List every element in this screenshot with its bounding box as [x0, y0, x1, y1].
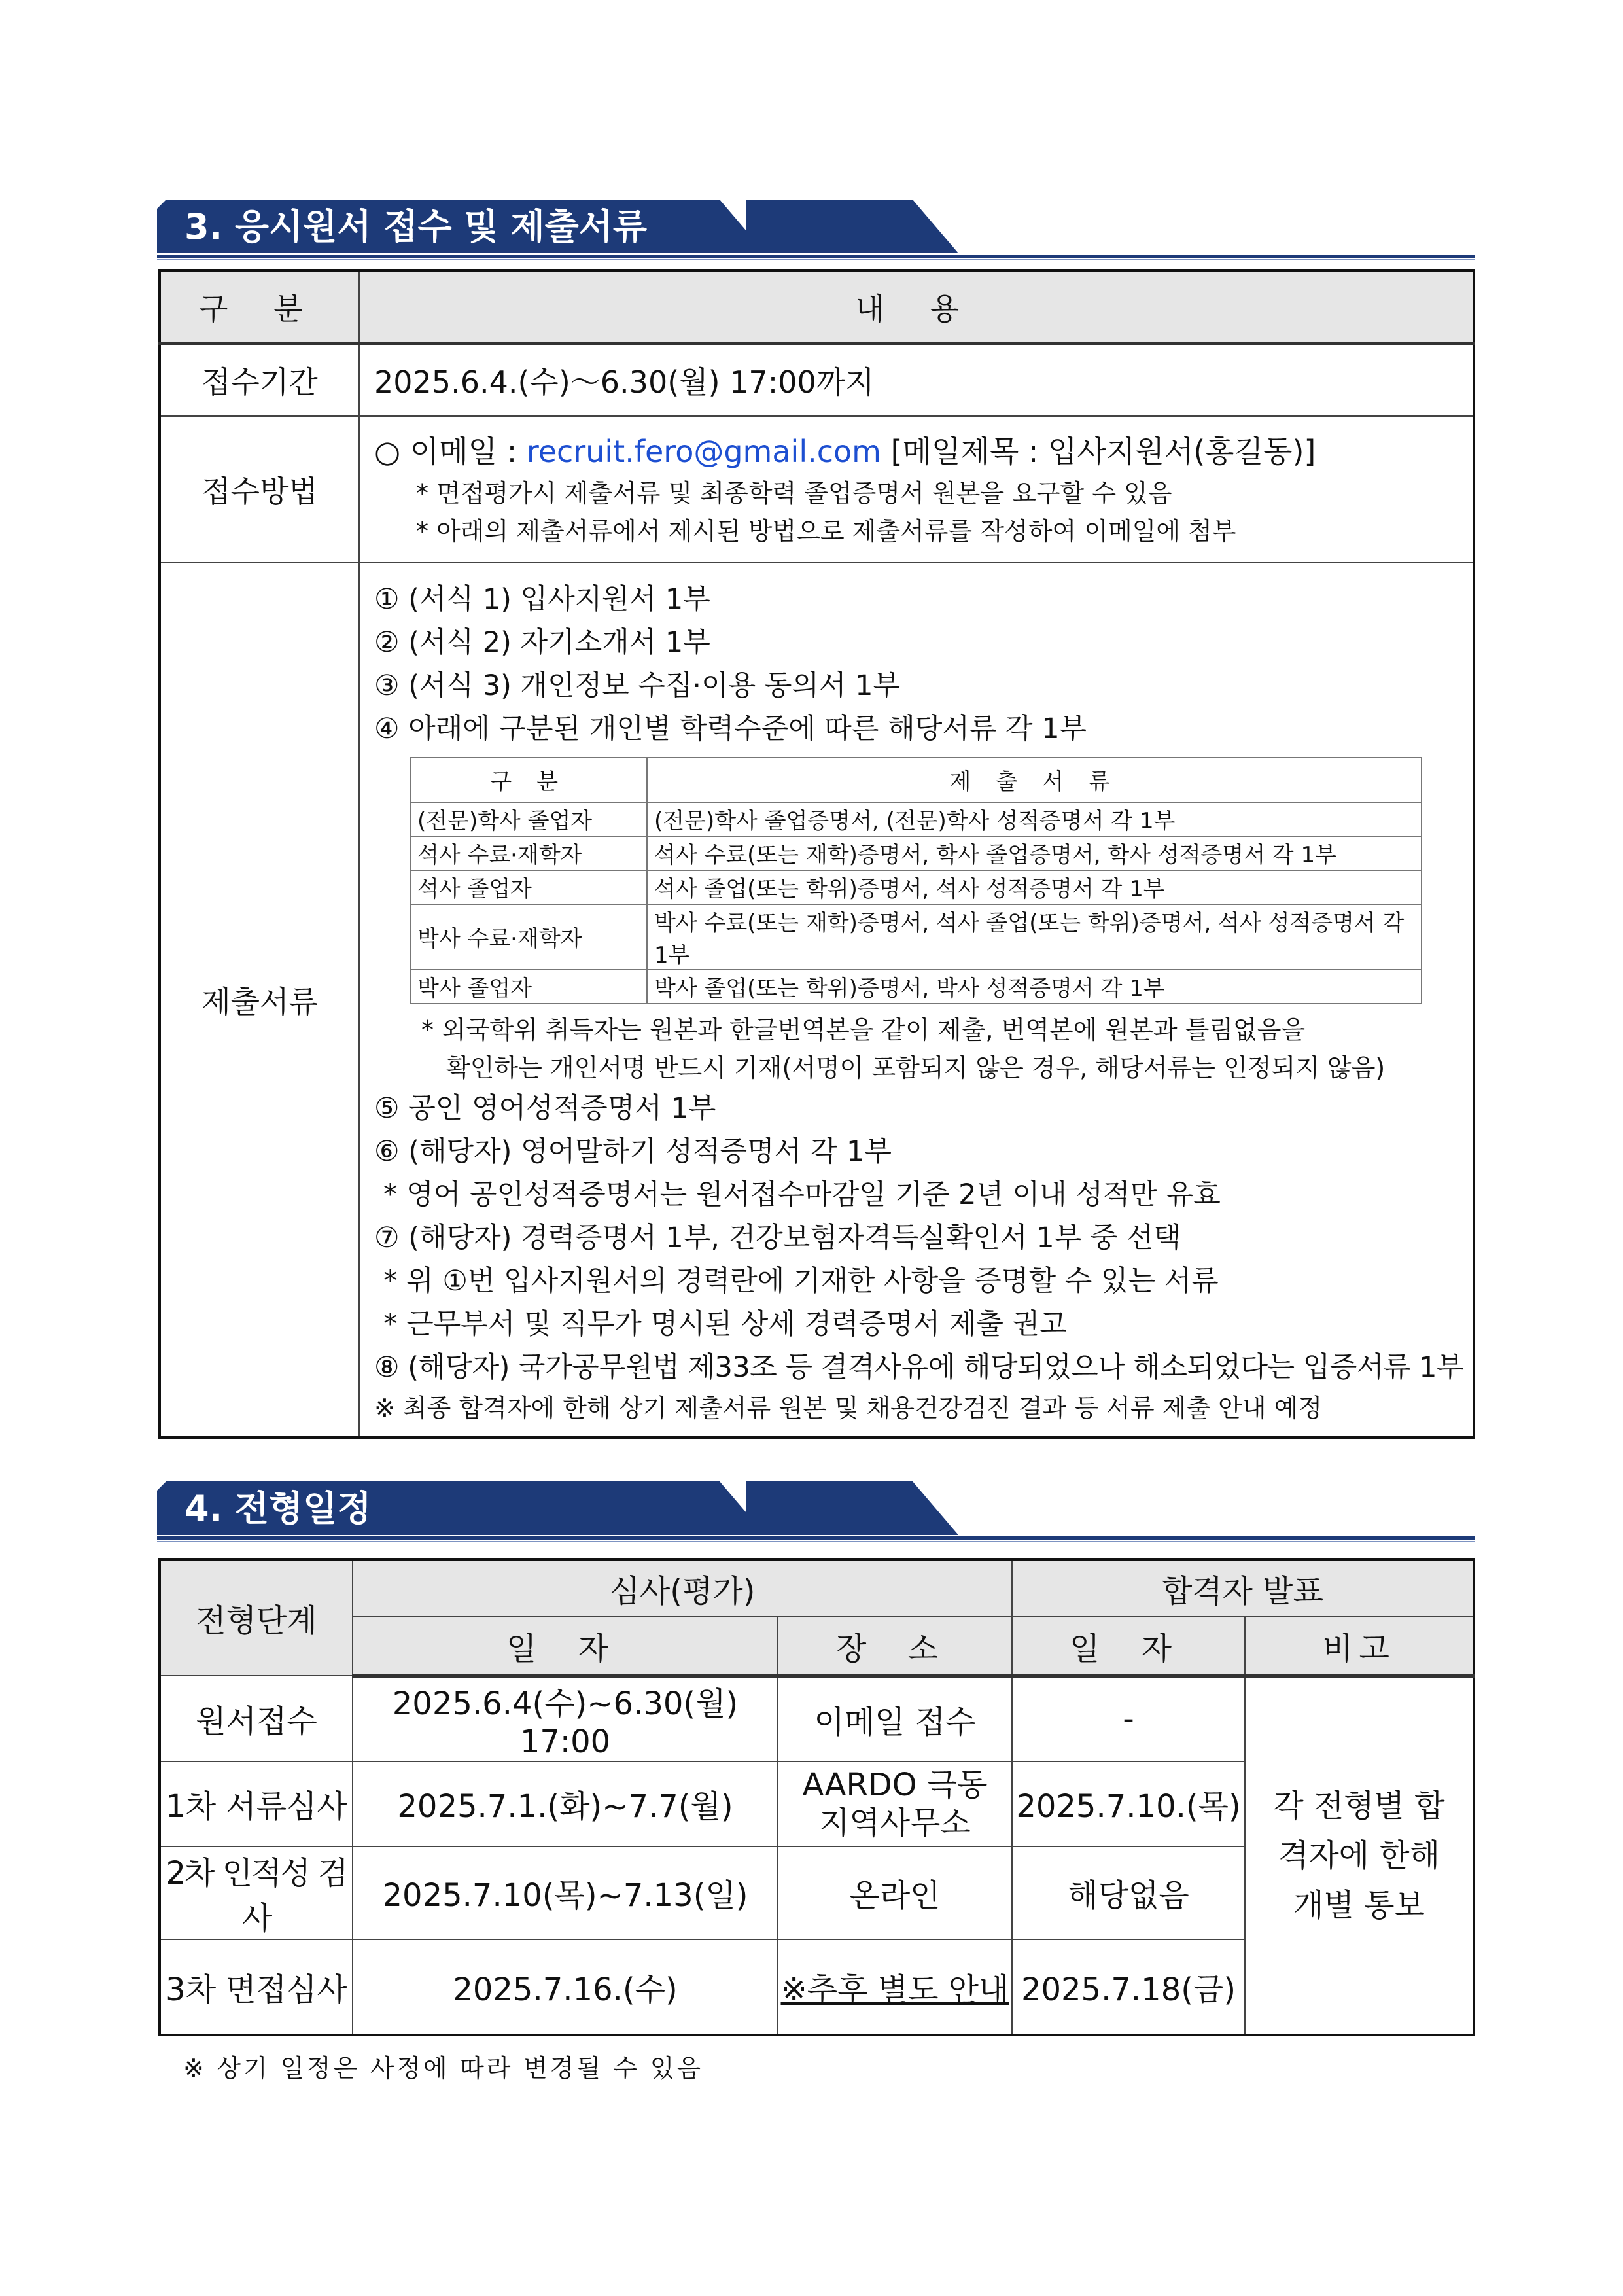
col-header-category: 구 분: [160, 270, 359, 344]
remark-cell: 각 전형별 합격자에 한해 개별 통보: [1245, 1676, 1474, 2035]
inner-row-key: (전문)학사 졸업자: [410, 802, 647, 836]
method-suffix: [메일제목 : 입사지원서(홍길동)]: [881, 433, 1316, 469]
doc-item-1: ① (서식 1) 입사지원서 1부: [374, 582, 710, 616]
inner-row-value: 석사 졸업(또는 학위)증명서, 석사 성적증명서 각 1부: [647, 870, 1422, 904]
schedule-table: [158, 1558, 1475, 2036]
section4-rule-thin: [157, 1541, 1475, 1542]
inner-header-docs: 제 출 서 류: [647, 758, 1422, 802]
review-date-cell: 2025.7.16.(수): [353, 1939, 778, 2035]
method-prefix: ○ 이메일 :: [374, 433, 527, 469]
section3-rule: [157, 255, 1475, 258]
final-note: ※ 최종 합격자에 한해 상기 제출서류 원본 및 채용건강검진 결과 등 서류 제출 안내 예정: [374, 1393, 1323, 1422]
stage-cell: 1차 서류심사: [160, 1761, 353, 1846]
col-header-content: 내 용: [359, 270, 1474, 344]
period-value: 2025.6.4.(수)～6.30(월) 17:00까지: [359, 344, 1474, 416]
inner-row-key: 박사 졸업자: [410, 970, 647, 1004]
period-label: 접수기간: [160, 344, 359, 416]
doc-item-7-note-1: * 위 ①번 입사지원서의 경력란에 기재한 사항을 증명할 수 있는 서류: [383, 1264, 1219, 1298]
method-cell: [359, 416, 1474, 563]
header-announce: 합격자 발표: [1012, 1559, 1474, 1617]
section4-header: [157, 1481, 1475, 1540]
review-place-tbd: ※추후 별도 안내: [780, 1971, 1009, 2008]
degree-docs-table: [410, 757, 1422, 1004]
header-review-date: 일 자: [353, 1617, 778, 1676]
schedule-footnote: ※ 상기 일정은 사정에 따라 변경될 수 있음: [183, 2054, 703, 2083]
review-place-cell: 온라인: [778, 1846, 1012, 1939]
header-review-place: 장 소: [778, 1617, 1012, 1676]
announce-date-cell: 2025.7.10.(목): [1012, 1761, 1245, 1846]
doc-item-6-note: * 영어 공인성적증명서는 원서접수마감일 기준 2년 이내 성적만 유효: [383, 1178, 1221, 1211]
header-review: 심사(평가): [353, 1559, 1012, 1617]
method-note-2: * 아래의 제출서류에서 제시된 방법으로 제출서류를 작성하여 이메일에 첨부: [416, 516, 1236, 546]
section3-title: 3. 응시원서 접수 및 제출서류: [184, 206, 648, 247]
recruit-email-link[interactable]: recruit.fero@gmail.com: [526, 433, 881, 469]
section4-header-bar-tail: [746, 1481, 958, 1535]
stage-cell: 3차 면접심사: [160, 1939, 353, 2035]
inner-row-value: (전문)학사 졸업증명서, (전문)학사 성적증명서 각 1부: [647, 802, 1422, 836]
inner-row-value: 박사 졸업(또는 학위)증명서, 박사 성적증명서 각 1부: [647, 970, 1422, 1004]
inner-row-key: 박사 수료·재학자: [410, 904, 647, 970]
announce-date-cell: 해당없음: [1012, 1846, 1245, 1939]
header-announce-date: 일 자: [1012, 1617, 1245, 1676]
foreign-note-1: * 외국학위 취득자는 원본과 한글번역본을 같이 제출, 번역본에 원본과 틀림없음을: [421, 1015, 1306, 1044]
method-label: 접수방법: [160, 416, 359, 563]
section3-rule-thin: [157, 259, 1475, 260]
header-stage: 전형단계: [160, 1559, 353, 1676]
review-place-cell: 이메일 접수: [778, 1676, 1012, 1761]
review-date-cell: 2025.7.10(목)~7.13(일): [353, 1846, 778, 1939]
section3-header-bar-tail: [746, 200, 958, 253]
inner-header-category: 구 분: [410, 758, 647, 802]
foreign-note-2: 확인하는 개인서명 반드시 기재(서명이 포함되지 않은 경우, 해당서류는 인정되지 않음): [446, 1053, 1386, 1082]
stage-cell: 2차 인적성 검사: [160, 1846, 353, 1939]
section4-rule: [157, 1536, 1475, 1540]
review-place-cell: [778, 1939, 1012, 2035]
doc-item-5: ⑤ 공인 영어성적증명서 1부: [374, 1091, 716, 1125]
doc-item-3: ③ (서식 3) 개인정보 수집·이용 동의서 1부: [374, 669, 901, 702]
announce-date-cell: 2025.7.18(금): [1012, 1939, 1245, 2035]
section4-title: 4. 전형일정: [184, 1488, 372, 1529]
review-place-cell: AARDO 극동지역사무소: [778, 1761, 1012, 1846]
review-date-cell: 2025.7.1.(화)~7.7(월): [353, 1761, 778, 1846]
doc-item-8: ⑧ (해당자) 국가공무원법 제33조 등 결격사유에 해당되었으나 해소되었다는 입증서류 1부: [374, 1351, 1463, 1384]
review-date-cell: 2025.6.4(수)~6.30(월) 17:00: [353, 1676, 778, 1761]
inner-row-key: 석사 졸업자: [410, 870, 647, 904]
inner-row-value: 석사 수료(또는 재학)증명서, 학사 졸업증명서, 학사 성적증명서 각 1부: [647, 836, 1422, 870]
doc-item-7: ⑦ (해당자) 경력증명서 1부, 건강보험자격득실확인서 1부 중 선택: [374, 1221, 1181, 1254]
doc-item-2: ② (서식 2) 자기소개서 1부: [374, 626, 710, 659]
submission-table: [158, 269, 1475, 1439]
inner-row-value: 박사 수료(또는 재학)증명서, 석사 졸업(또는 학위)증명서, 석사 성적증명서 각 1부: [647, 904, 1422, 970]
method-note-1: * 면접평가시 제출서류 및 최종학력 졸업증명서 원본을 요구할 수 있음: [416, 478, 1172, 508]
announce-date-cell: -: [1012, 1676, 1245, 1761]
doc-item-6: ⑥ (해당자) 영어말하기 성적증명서 각 1부: [374, 1135, 892, 1168]
doc-item-4: ④ 아래에 구분된 개인별 학력수준에 따른 해당서류 각 1부: [374, 712, 1087, 745]
docs-cell: [359, 563, 1474, 1438]
stage-cell: 원서접수: [160, 1676, 353, 1761]
header-remark: 비고: [1245, 1617, 1474, 1676]
section3-header: [157, 200, 1475, 258]
inner-row-key: 석사 수료·재학자: [410, 836, 647, 870]
docs-label: 제출서류: [160, 563, 359, 1438]
doc-item-7-note-2: * 근무부서 및 직무가 명시된 상세 경력증명서 제출 권고: [383, 1307, 1067, 1341]
